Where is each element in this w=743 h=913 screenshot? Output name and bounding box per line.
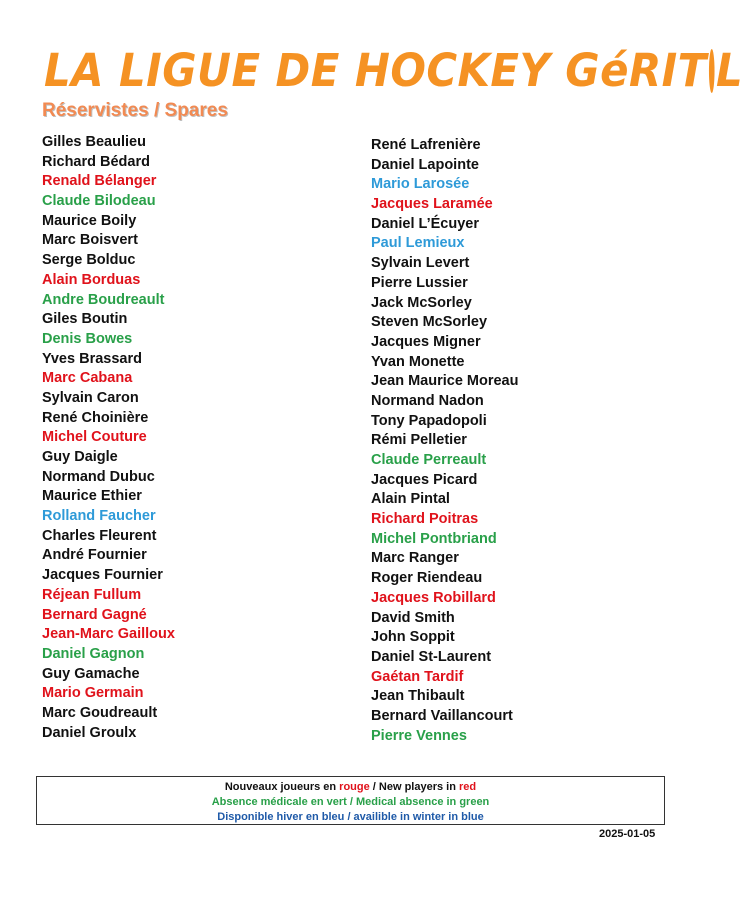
- player-name: Daniel L’Écuyer: [371, 215, 479, 232]
- player-name: Normand Dubuc: [42, 468, 155, 485]
- color-legend: [36, 776, 665, 825]
- legend-line-medical: Absence médicale en vert / Medical absence in green: [211, 796, 490, 808]
- player-name: Rolland Faucher: [42, 508, 156, 525]
- player-name: Jean Thibault: [371, 688, 465, 705]
- player-name: Claude Perreault: [371, 452, 487, 468]
- player-name: Guy Daigle: [42, 449, 118, 465]
- player-name: Pierre Vennes: [371, 727, 467, 744]
- document-date: 2025-01-05: [599, 828, 656, 840]
- player-name: Pierre Lussier: [371, 274, 468, 291]
- player-name: Daniel Lapointe: [371, 156, 479, 173]
- legend-line-winter: Disponible hiver en bleu / availible in winter in blue: [217, 811, 484, 823]
- player-name: Maurice Ethier: [42, 488, 142, 505]
- player-name: Jean Maurice Moreau: [371, 373, 519, 390]
- player-name: Yves Brassard: [42, 350, 142, 367]
- player-name: Rémi Pelletier: [371, 432, 467, 449]
- player-name: Michel Pontbriand: [371, 530, 497, 547]
- player-name: Marc Goudreault: [42, 704, 158, 721]
- player-name: Michel Couture: [42, 429, 147, 446]
- player-name: Bernard Gagné: [42, 606, 147, 623]
- player-name: Marc Cabana: [42, 370, 133, 387]
- player-name: Réjean Fullum: [42, 586, 142, 603]
- player-name: Daniel Groulx: [42, 724, 137, 741]
- player-name: Normand Nadon: [371, 392, 484, 409]
- player-name: Jack McSorley: [371, 294, 472, 311]
- player-name: Steven McSorley: [371, 314, 488, 331]
- player-name: Mario Germain: [42, 685, 144, 702]
- player-name: Paul Lemieux: [371, 235, 465, 252]
- player-name: Denis Bowes: [42, 330, 133, 347]
- player-name: David Smith: [371, 609, 455, 626]
- title-text-part2: L: [715, 43, 743, 97]
- player-name: Yvan Monette: [371, 353, 465, 370]
- player-name: Marc Ranger: [371, 550, 459, 567]
- legend-text: Nouveaux joueurs en: [224, 781, 340, 793]
- player-name: Alain Borduas: [42, 271, 141, 288]
- player-name: Serge Bolduc: [42, 252, 136, 269]
- player-name: Charles Fleurent: [42, 527, 157, 544]
- player-name: Sylvain Caron: [42, 389, 139, 406]
- player-name: Richard Bédard: [42, 153, 150, 170]
- player-name: Gaétan Tardif: [371, 668, 464, 685]
- player-list-right: [371, 136, 518, 746]
- page-subtitle: Réservistes / Spares: [42, 100, 228, 121]
- player-name: Claude Bilodeau: [42, 193, 156, 210]
- player-name: Giles Boutin: [42, 311, 128, 328]
- player-name: Mario Larosée: [371, 176, 470, 193]
- player-name: Maurice Boily: [42, 212, 137, 229]
- player-name: Jacques Fournier: [42, 567, 163, 584]
- player-name: Jacques Picard: [371, 471, 478, 488]
- player-name: Sylvain Levert: [371, 255, 470, 272]
- player-name: Renald Bélanger: [42, 173, 157, 190]
- player-name: Tony Papadopoli: [371, 412, 487, 429]
- title-text-part1: LA LIGUE DE HOCKEY GéRIT: [44, 43, 707, 97]
- player-name: René Lafrenière: [371, 137, 481, 153]
- player-list-left: [42, 133, 175, 743]
- player-name: René Choinière: [42, 409, 149, 426]
- legend-line-new-players: [37, 780, 664, 795]
- player-name: Daniel Gagnon: [42, 645, 145, 662]
- player-name: Roger Riendeau: [371, 570, 483, 587]
- player-name: Jean-Marc Gailloux: [42, 626, 175, 643]
- player-name: John Soppit: [371, 629, 455, 646]
- player-name: Jacques Robillard: [371, 589, 496, 606]
- player-name: Marc Boisvert: [42, 232, 138, 249]
- player-name: Alain Pintal: [371, 491, 450, 508]
- player-name: Daniel St-Laurent: [371, 648, 492, 665]
- player-name: Gilles Beaulieu: [42, 134, 146, 150]
- player-name: Jacques Laramée: [371, 196, 493, 213]
- hockey-puck-icon: [709, 49, 715, 93]
- player-name: Andre Boudreault: [42, 291, 165, 308]
- player-name: Richard Poitras: [371, 511, 479, 528]
- player-name: Jacques Migner: [371, 333, 481, 350]
- legend-text-red: rouge: [339, 781, 370, 793]
- player-name: André Fournier: [42, 547, 147, 564]
- legend-text: / New players in: [369, 781, 459, 793]
- player-name: Bernard Vaillancourt: [371, 707, 513, 724]
- player-name: Guy Gamache: [42, 665, 140, 682]
- legend-text-red: red: [459, 781, 477, 793]
- league-title: [44, 40, 743, 100]
